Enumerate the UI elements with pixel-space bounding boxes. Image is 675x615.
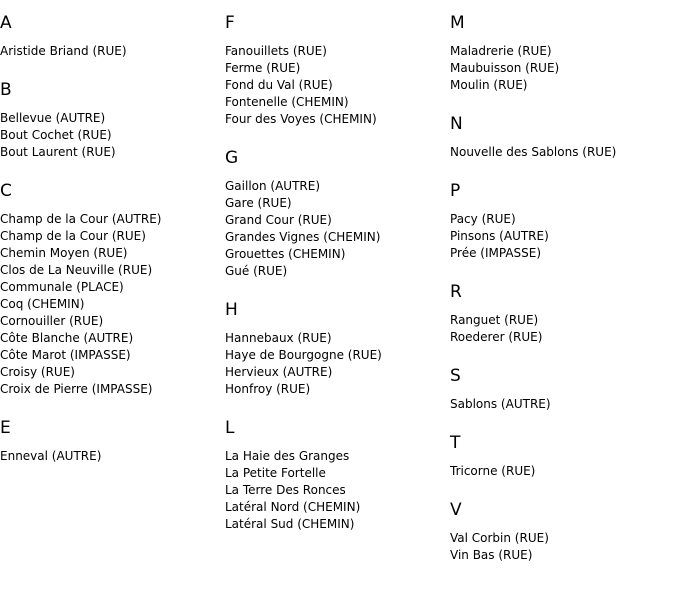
street-link[interactable]: Moulin (RUE): [450, 78, 528, 92]
street-link[interactable]: Fontenelle (CHEMIN): [225, 95, 349, 109]
street-link[interactable]: Prée (IMPASSE): [450, 246, 542, 260]
street-link[interactable]: Grand Cour (RUE): [225, 213, 332, 227]
street-link[interactable]: Val Corbin (RUE): [450, 531, 549, 545]
street-link[interactable]: Ferme (RUE): [225, 61, 301, 75]
street-link[interactable]: Hervieux (AUTRE): [225, 365, 333, 379]
letter-section-r: [450, 282, 675, 346]
letter-section-e: [0, 418, 225, 465]
letter-heading: C: [0, 181, 12, 201]
street-link[interactable]: Bellevue (AUTRE): [0, 111, 106, 125]
street-list: [450, 312, 675, 346]
street-link[interactable]: Côte Blanche (AUTRE): [0, 331, 134, 345]
street-link[interactable]: Grandes Vignes (CHEMIN): [225, 230, 381, 244]
index-column: [0, 0, 225, 485]
street-link[interactable]: Champ de la Cour (AUTRE): [0, 212, 162, 226]
street-list: [450, 396, 675, 413]
letter-heading: M: [450, 13, 465, 33]
letter-section-n: [450, 114, 675, 161]
street-link[interactable]: Pinsons (AUTRE): [450, 229, 549, 243]
letter-section-v: [450, 500, 675, 564]
letter-section-f: [225, 13, 450, 128]
street-link[interactable]: Communale (PLACE): [0, 280, 124, 294]
street-link[interactable]: Cornouiller (RUE): [0, 314, 104, 328]
street-link[interactable]: Grouettes (CHEMIN): [225, 247, 346, 261]
street-link[interactable]: Maladrerie (RUE): [450, 44, 552, 58]
street-list: [0, 43, 225, 60]
letter-section-a: [0, 13, 225, 60]
letter-section-c: [0, 181, 225, 398]
letter-heading: H: [225, 300, 238, 320]
street-list: [450, 211, 675, 262]
street-link[interactable]: Gué (RUE): [225, 264, 288, 278]
letter-section-p: [450, 181, 675, 262]
letter-heading: P: [450, 181, 461, 201]
street-link[interactable]: Roederer (RUE): [450, 330, 543, 344]
street-list: [225, 43, 450, 128]
letter-section-g: [225, 148, 450, 280]
street-list: [450, 144, 675, 161]
letter-heading: T: [450, 433, 461, 453]
letter-heading: G: [225, 148, 239, 168]
street-list: [0, 110, 225, 161]
street-list: [450, 43, 675, 94]
letter-heading: R: [450, 282, 462, 302]
street-link[interactable]: Vin Bas (RUE): [450, 548, 533, 562]
street-link[interactable]: Chemin Moyen (RUE): [0, 246, 128, 260]
street-link[interactable]: Nouvelle des Sablons (RUE): [450, 145, 617, 159]
street-link[interactable]: Gaillon (AUTRE): [225, 179, 321, 193]
street-link[interactable]: Latéral Nord (CHEMIN): [225, 500, 361, 514]
street-link[interactable]: Aristide Briand (RUE): [0, 44, 127, 58]
street-link[interactable]: Clos de La Neuville (RUE): [0, 263, 153, 277]
street-link[interactable]: Côte Marot (IMPASSE): [0, 348, 131, 362]
street-link[interactable]: Hannebaux (RUE): [225, 331, 332, 345]
street-link[interactable]: Tricorne (RUE): [450, 464, 536, 478]
letter-section-b: [0, 80, 225, 161]
street-link[interactable]: Fanouillets (RUE): [225, 44, 327, 58]
letter-section-s: [450, 366, 675, 413]
letter-heading: S: [450, 366, 461, 386]
street-link[interactable]: Haye de Bourgogne (RUE): [225, 348, 382, 362]
street-link[interactable]: Four des Voyes (CHEMIN): [225, 112, 377, 126]
street-list: [450, 463, 675, 480]
index-column: [450, 0, 675, 584]
letter-section-l: [225, 418, 450, 533]
street-link[interactable]: La Haie des Granges: [225, 449, 350, 463]
street-link[interactable]: La Terre Des Ronces: [225, 483, 346, 497]
letter-heading: B: [0, 80, 12, 100]
street-link[interactable]: Bout Laurent (RUE): [0, 145, 116, 159]
street-link[interactable]: Bout Cochet (RUE): [0, 128, 112, 142]
letter-section-m: [450, 13, 675, 94]
street-link[interactable]: Champ de la Cour (RUE): [0, 229, 146, 243]
street-link[interactable]: La Petite Fortelle: [225, 466, 326, 480]
letter-heading: L: [225, 418, 235, 438]
street-link[interactable]: Sablons (AUTRE): [450, 397, 551, 411]
street-link[interactable]: Enneval (AUTRE): [0, 449, 102, 463]
letter-heading: N: [450, 114, 463, 134]
letter-section-h: [225, 300, 450, 398]
street-link[interactable]: Gare (RUE): [225, 196, 292, 210]
street-list: [0, 448, 225, 465]
street-link[interactable]: Honfroy (RUE): [225, 382, 311, 396]
street-link[interactable]: Pacy (RUE): [450, 212, 516, 226]
index-column: [225, 0, 450, 553]
letter-heading: V: [450, 500, 462, 520]
street-link[interactable]: Latéral Sud (CHEMIN): [225, 517, 355, 531]
street-link[interactable]: Croisy (RUE): [0, 365, 75, 379]
street-list: [225, 178, 450, 280]
street-link[interactable]: Fond du Val (RUE): [225, 78, 333, 92]
letter-heading: E: [0, 418, 11, 438]
letter-heading: A: [0, 13, 12, 33]
street-link[interactable]: Coq (CHEMIN): [0, 297, 85, 311]
street-link[interactable]: Maubuisson (RUE): [450, 61, 560, 75]
street-link[interactable]: Ranguet (RUE): [450, 313, 539, 327]
letter-heading: F: [225, 13, 235, 33]
street-list: [225, 330, 450, 398]
street-list: [225, 448, 450, 533]
letter-section-t: [450, 433, 675, 480]
street-link[interactable]: Croix de Pierre (IMPASSE): [0, 382, 153, 396]
street-list: [450, 530, 675, 564]
street-list: [0, 211, 225, 398]
